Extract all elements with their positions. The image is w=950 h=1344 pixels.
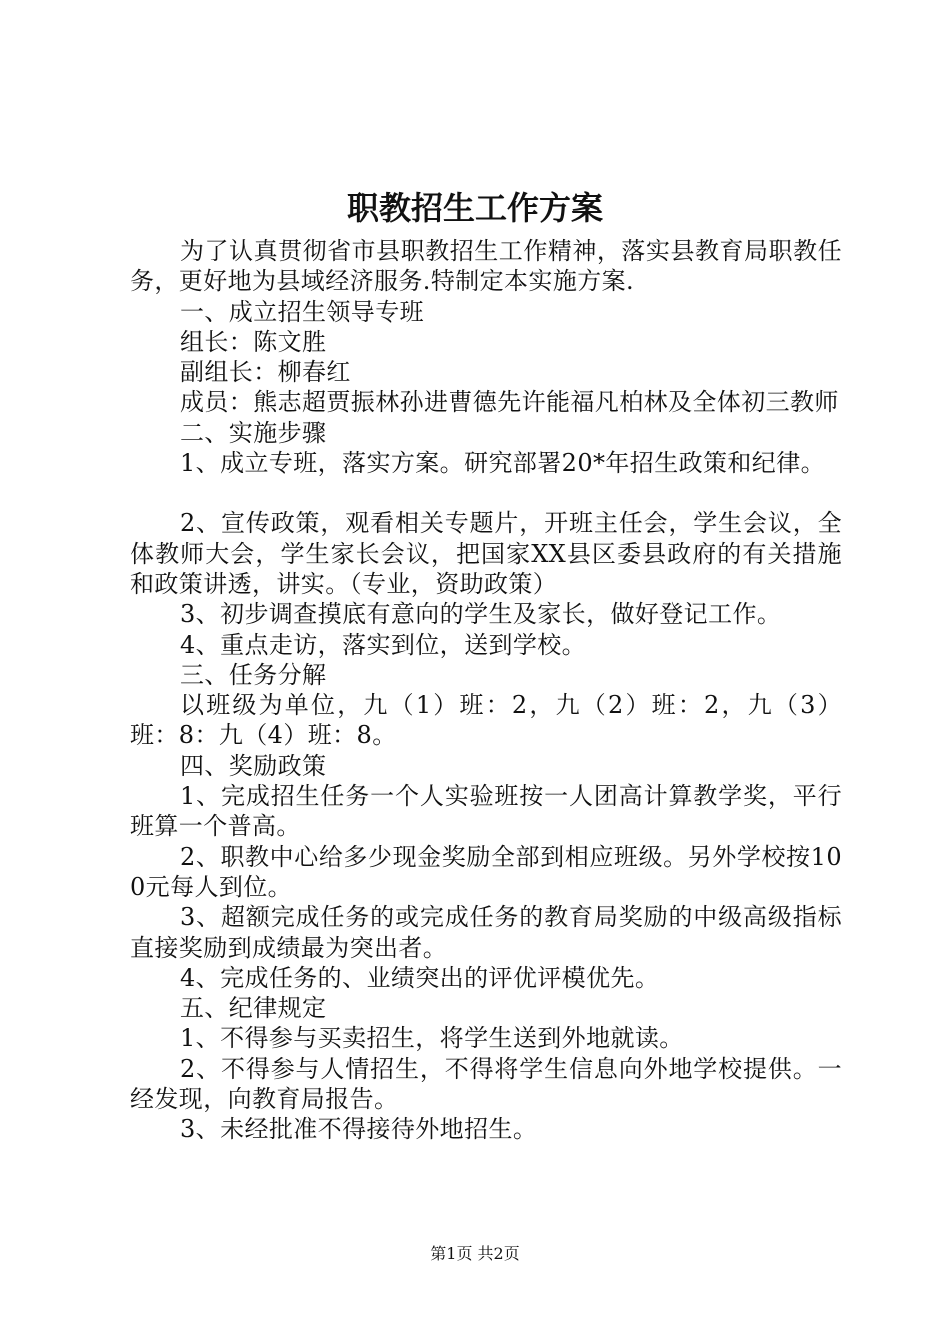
section-heading-4: 四、奖励政策 (180, 751, 327, 780)
deputy-leader-line: 副组长：柳春红 (180, 358, 351, 387)
blank-line (130, 478, 842, 508)
discipline-item-1: 1、不得参与买卖招生，将学生送到外地就读。 (180, 1024, 684, 1053)
document-title: 职教招生工作方案 (346, 189, 603, 227)
section-heading-2: 二、实施步骤 (180, 418, 327, 447)
reward-item-1: 1、完成招生任务一个人实验班按一人团高计算教学奖，平行班算一个普高。 (130, 782, 842, 841)
reward-item-3: 3、超额完成任务的或完成任务的教育局奖励的中级高级指标直接奖励到成绩最为突出者。 (130, 903, 842, 962)
document-body (130, 236, 842, 1145)
task-breakdown-text: 以班级为单位，九（1）班：2，九（2）班：2，九（3）班：8：九（4）班：8。 (130, 691, 842, 750)
section-heading-5: 五、纪律规定 (180, 994, 327, 1023)
discipline-item-2: 2、不得参与人情招生，不得将学生信息向外地学校提供。一经发现，向教育局报告。 (130, 1054, 842, 1114)
intro-paragraph: 为了认真贯彻省市县职教招生工作精神，落实县教育局职教任务，更好地为县域经济服务.特制定本实施方案. (130, 237, 842, 296)
section-heading-3: 三、任务分解 (180, 660, 327, 689)
section-heading-1: 一、成立招生领导专班 (180, 297, 424, 326)
members-line: 成员：熊志超贾振林孙进曹德先许能福凡柏林及全体初三教师 (180, 388, 839, 417)
step-item-1: 1、成立专班，落实方案。研究部署20*年招生政策和纪律。 (180, 449, 826, 478)
reward-item-2: 2、职教中心给多少现金奖励全部到相应班级。另外学校按100元每人到位。 (130, 842, 842, 901)
step-item-3: 3、初步调查摸底有意向的学生及家长，做好登记工作。 (180, 600, 782, 629)
reward-item-4: 4、完成任务的、业绩突出的评优评模优先。 (180, 963, 660, 992)
discipline-item-3: 3、未经批准不得接待外地招生。 (180, 1115, 538, 1144)
leader-line: 组长：陈文胜 (180, 327, 327, 356)
step-item-4: 4、重点走访，落实到位，送到学校。 (180, 630, 587, 659)
page-footer: 第1页 共2页 (430, 1244, 520, 1263)
step-item-2: 2、宣传政策，观看相关专题片，开班主任会，学生会议，全体教师大会，学生家长会议，把国家XX县区委县政府的有关措施和政策讲透，讲实。（专业，资助政策） (130, 509, 842, 598)
